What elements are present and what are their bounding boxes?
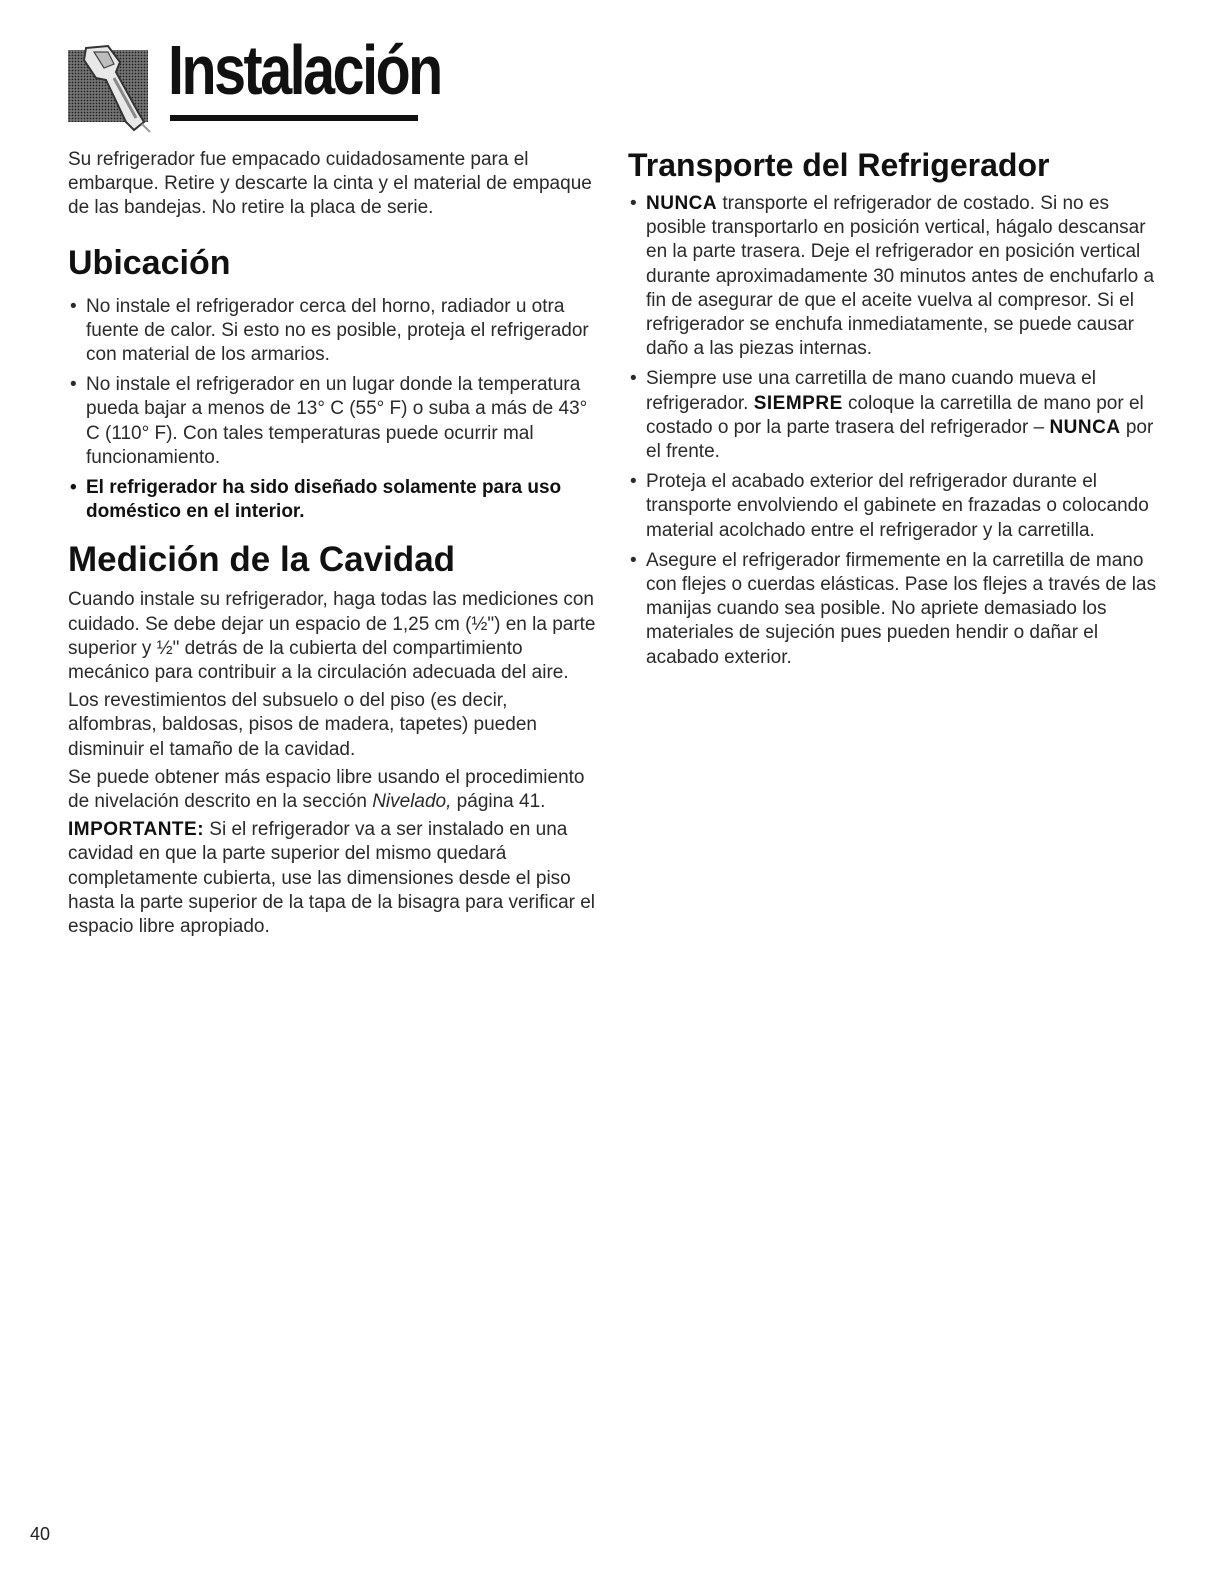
ubicacion-heading: Ubicación — [68, 243, 231, 282]
bullet-icon: • — [630, 193, 637, 214]
importante-paragraph: IMPORTANTE: Si el refrigerador va a ser instalado en una cavidad en que la parte superior del mismo quedará completamente cubierta, use las dimensiones desde el piso hasta la parte superior de la tapa de la bisagra para verificar el espacio libre apropiado. — [68, 819, 596, 938]
ubicacion-list — [68, 295, 598, 525]
section-reference: Nivelado, — [372, 791, 452, 813]
medicion-paragraph-3: Se puede obtener más espacio libre usando el procedimiento de nivelación descrito en la sección Nivelado, página 41. — [68, 766, 585, 813]
page-number: 40 — [30, 1524, 51, 1544]
list-item: • Asegure el refrigerador firmemente en la carretilla de mano con flejes o cuerdas elásticas. Pase los flejes a través de las manijas cuando sea posible. No apriete demasiado los materiales de sujeción pues pueden hendir o dañar el acabado exterior. — [630, 549, 1157, 668]
transporte-heading: Transporte del Refrigerador — [628, 147, 1050, 183]
list-item: • No instale el refrigerador cerca del horno, radiador u otra fuente de calor. Si esto no es posible, proteja el refrigerador con material de los armarios. — [70, 295, 589, 366]
bullet-icon: • — [630, 368, 637, 390]
bullet-icon: • — [630, 549, 637, 571]
list-item: • No instale el refrigerador en un lugar donde la temperatura pueda bajar a menos de 13° C (55° F) o suba a más de 43° C (110° F). Con tales temperaturas puede ocurrir mal funcionamiento. — [70, 374, 588, 468]
list-item: • Proteja el acabado exterior del refrigerador durante el transporte envolviendo el gabinete en frazadas o colocando material acolchado entre el refrigerador y la carretilla. — [630, 471, 1149, 541]
wrench-icon — [68, 42, 160, 136]
left-column — [68, 148, 598, 943]
medicion-paragraph-1: Cuando instale su refrigerador, haga todas las mediciones con cuidado. Se debe dejar un espacio de 1,25 cm (½") en la parte superior y ½" detrás de la cubierta del compartimiento mecánico para contribuir a la circulación adecuada del aire. — [68, 589, 596, 684]
transporte-list — [628, 192, 1158, 670]
list-item: • Siempre use una carretilla de mano cuando mueva el refrigerador. SIEMPRE coloque la carretilla de mano por el costado o por la parte trasera del refrigerador – NUNCA por el frente. — [630, 368, 1154, 463]
list-item: • NUNCA transporte el refrigerador de costado. Si no es posible transportarlo en posición vertical, hágalo descansar en la parte trasera. Deje el refrigerador en posición vertical durante aproximadamente 30 minutos antes de enchufarlo a fin de asegurar de que el aceite vuelva al compresor. Si el refrigerador se enchufa inmediatamente, se puede causar daño a las piezas internas. — [630, 193, 1155, 360]
list-item: • El refrigerador ha sido diseñado solamente para uso doméstico en el interior. — [70, 477, 562, 523]
bullet-icon: • — [70, 477, 77, 499]
page-title: Instalación — [168, 31, 441, 109]
intro-paragraph: Su refrigerador fue empacado cuidadosamente para el embarque. Retire y descarte la cinta y el material de empaque de las bandejas. No retire la placa de serie. — [68, 149, 592, 219]
bullet-icon: • — [70, 374, 77, 396]
medicion-heading: Medición de la Cavidad — [68, 540, 456, 580]
bullet-icon: • — [630, 471, 637, 493]
bullet-icon: • — [70, 295, 77, 317]
medicion-paragraph-2: Los revestimientos del subsuelo o del piso (es decir, alfombras, baldosas, pisos de madera, tapetes) pueden disminuir el tamaño de la cavidad. — [68, 690, 537, 760]
importante-label: IMPORTANTE: — [68, 819, 205, 841]
title-rule — [170, 115, 418, 121]
right-column — [628, 148, 1158, 676]
